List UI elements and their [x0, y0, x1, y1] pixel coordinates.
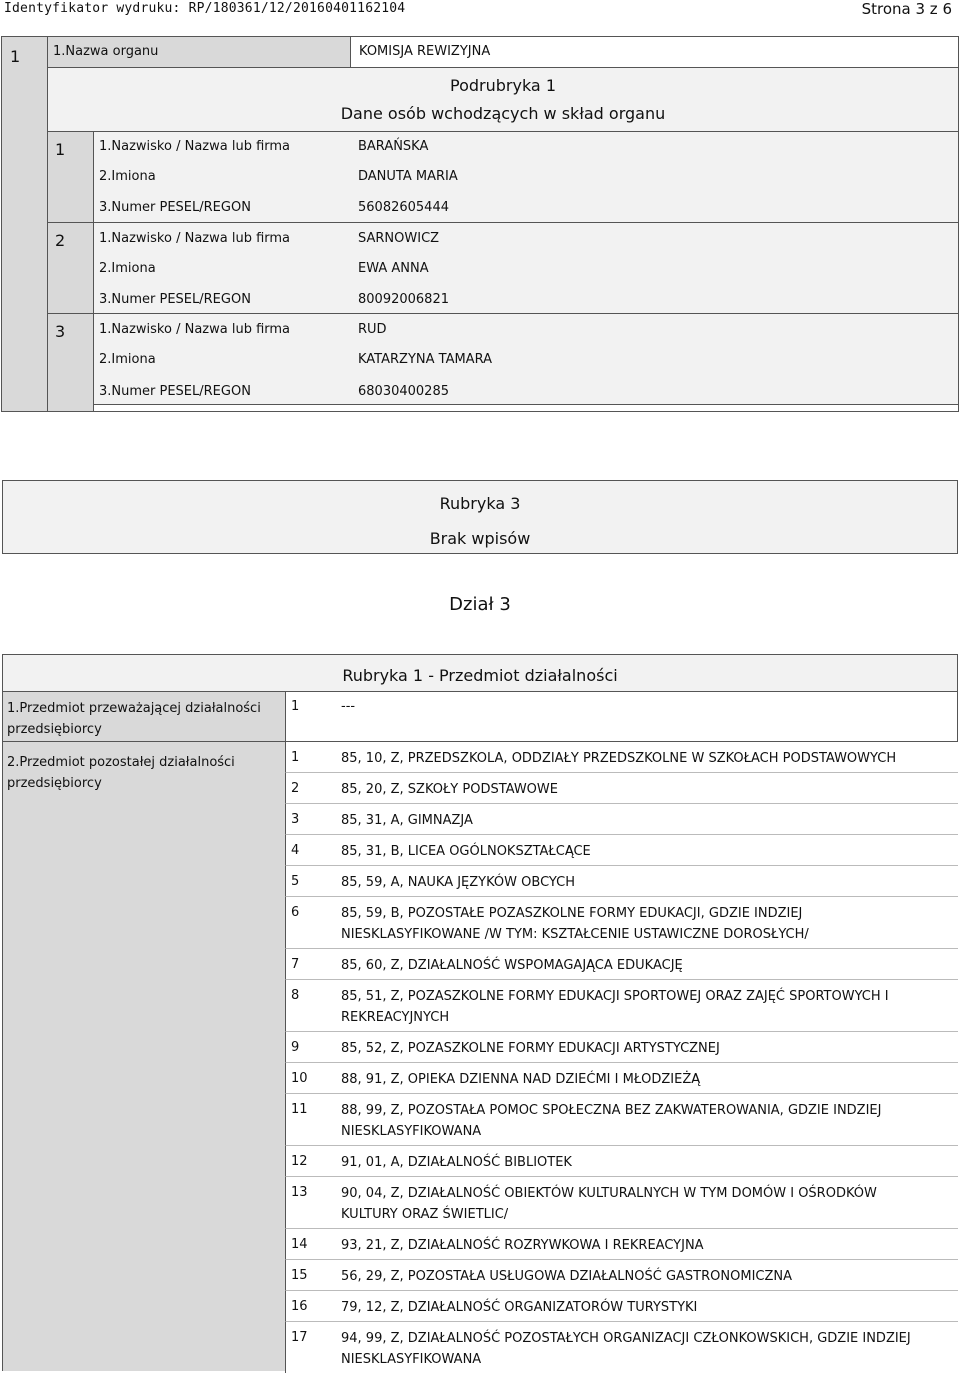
activity-entry-no: 13	[291, 1185, 308, 1200]
activity-entry-no: 12	[291, 1154, 308, 1169]
activity-entry-text: 90, 04, Z, DZIAŁALNOŚĆ OBIEKTÓW KULTURALNYCH W TYM DOMÓW I OŚRODKÓW KULTURY ORAZ ŚWIETLIC/	[341, 1186, 877, 1222]
activity-row	[285, 979, 958, 1031]
activity-entry-no: 4	[291, 843, 300, 858]
main-activity-entry-no: 1	[291, 699, 300, 714]
activity-entry-no: 17	[291, 1330, 308, 1345]
activity-entry-no: 2	[291, 781, 300, 796]
main-activity-label: 1.Przedmiot przeważającej działalności przedsiębiorcy	[7, 701, 261, 737]
subrubric-header	[47, 67, 959, 132]
member-surname-label: 1.Nazwisko / Nazwa lub firma	[99, 231, 291, 246]
activity-entry-text: 85, 59, B, POZOSTAŁE POZASZKOLNE FORMY EDUKACJI, GDZIE INDZIEJ NIESKLASYFIKOWANE /W TYM: KSZTAŁCENIE USTAWICZNE DOROSŁYCH/	[341, 906, 809, 942]
organ-name-label-cell	[47, 36, 351, 68]
activity-row	[285, 896, 958, 948]
member-names-value: DANUTA MARIA	[358, 169, 458, 184]
member-index-cell	[47, 131, 94, 223]
activity-entry-no: 14	[291, 1237, 308, 1252]
member-names-label: 2.Imiona	[99, 169, 156, 184]
activity-entry-no: 3	[291, 812, 300, 827]
activity-entry-text: 85, 60, Z, DZIAŁALNOŚĆ WSPOMAGAJĄCA EDUKACJĘ	[341, 958, 683, 973]
activity-row	[285, 1321, 958, 1373]
activity-entry-no: 9	[291, 1040, 300, 1055]
other-activity-label: 2.Przedmiot pozostałej działalności przedsiębiorcy	[7, 755, 235, 791]
activity-entry-text: 94, 99, Z, DZIAŁALNOŚĆ POZOSTAŁYCH ORGANIZACJI CZŁONKOWSKICH, GDZIE INDZIEJ NIESKLASYFIKOWANA	[341, 1331, 911, 1367]
rubryka3-subtitle: Brak wpisów	[429, 529, 531, 548]
activity-entry-no: 6	[291, 905, 300, 920]
activity-row	[285, 1259, 958, 1290]
activity-row	[285, 1290, 958, 1321]
member-names-label: 2.Imiona	[99, 352, 156, 367]
activity-entry-text: 85, 10, Z, PRZEDSZKOLA, ODDZIAŁY PRZEDSZKOLNE W SZKOŁACH PODSTAWOWYCH	[341, 751, 897, 766]
member-index: 2	[55, 231, 66, 250]
member-pesel-label: 3.Numer PESEL/REGON	[99, 200, 251, 215]
dzial3-rubryka-title: Rubryka 1 - Przedmiot działalności	[342, 666, 618, 685]
activity-row	[285, 1145, 958, 1176]
member-surname-value: RUD	[358, 322, 387, 337]
page-number: Strona 3 z 6	[861, 0, 952, 18]
activity-entry-text: 85, 31, B, LICEA OGÓLNOKSZTAŁCĄCE	[341, 844, 591, 859]
activity-entry-text: 85, 31, A, GIMNAZJA	[341, 813, 473, 828]
activity-row	[285, 803, 958, 834]
member-surname-value: BARAŃSKA	[358, 139, 429, 154]
member-pesel-value: 56082605444	[358, 200, 449, 215]
activity-entry-text: 85, 51, Z, POZASZKOLNE FORMY EDUKACJI SPORTOWEJ ORAZ ZAJĘĆ SPORTOWYCH I REKREACYJNYCH	[341, 989, 889, 1025]
subrubric-title: Podrubryka 1	[450, 76, 556, 95]
activity-entry-no: 8	[291, 988, 300, 1003]
activity-row	[285, 948, 958, 979]
activity-entry-text: 79, 12, Z, DZIAŁALNOŚĆ ORGANIZATORÓW TURYSTYKI	[341, 1300, 698, 1315]
member-names-value: KATARZYNA TAMARA	[358, 352, 492, 367]
member-pesel-label: 3.Numer PESEL/REGON	[99, 384, 251, 399]
organ-index: 1	[10, 47, 21, 66]
activity-entry-text: 93, 21, Z, DZIAŁALNOŚĆ ROZRYWKOWA I REKREACYJNA	[341, 1238, 704, 1253]
activity-row	[285, 834, 958, 865]
print-identifier: Identyfikator wydruku: RP/180361/12/20160401162104	[4, 1, 406, 16]
activity-entry-no: 11	[291, 1102, 308, 1117]
member-names-value: EWA ANNA	[358, 261, 429, 276]
activity-entry-text: 56, 29, Z, POZOSTAŁA USŁUGOWA DZIAŁALNOŚĆ GASTRONOMICZNA	[341, 1269, 793, 1284]
rubryka3-title: Rubryka 3	[439, 494, 521, 513]
activity-row	[285, 1062, 958, 1093]
activity-entry-text: 88, 91, Z, OPIEKA DZIENNA NAD DZIEĆMI I MŁODZIEŻĄ	[341, 1072, 701, 1087]
activity-row	[285, 772, 958, 803]
activity-entry-text: 85, 59, A, NAUKA JĘZYKÓW OBCYCH	[341, 875, 576, 890]
member-surname-label: 1.Nazwisko / Nazwa lub firma	[99, 322, 291, 337]
activity-entry-no: 1	[291, 750, 300, 765]
member-index-cell	[47, 313, 94, 412]
activity-row	[285, 1176, 958, 1228]
activity-row	[285, 1031, 958, 1062]
organ-index-cell	[1, 36, 48, 412]
main-activity-value-cell	[285, 691, 958, 742]
activity-entry-text: 88, 99, Z, POZOSTAŁA POMOC SPOŁECZNA BEZ ZAKWATEROWANIA, GDZIE INDZIEJ NIESKLASYFIKOWANA	[341, 1103, 882, 1139]
activity-row	[285, 741, 958, 772]
member-pesel-label: 3.Numer PESEL/REGON	[99, 292, 251, 307]
main-activity-entry-text: ---	[341, 699, 356, 714]
subrubric-subtitle: Dane osób wchodzących w skład organu	[340, 104, 666, 123]
member-surname-value: SARNOWICZ	[358, 231, 440, 246]
organ-name-value-cell	[350, 36, 959, 68]
activity-entry-no: 10	[291, 1071, 308, 1086]
main-activity-label-cell	[2, 691, 286, 742]
activity-entry-text: 85, 20, Z, SZKOŁY PODSTAWOWE	[341, 782, 558, 797]
activity-entry-no: 7	[291, 957, 300, 972]
organ-name-label: 1.Nazwa organu	[53, 44, 159, 59]
dzial3-rubryka-header	[2, 654, 958, 692]
activity-row	[285, 1093, 958, 1145]
member-index: 3	[55, 322, 66, 341]
dzial3-title: Dział 3	[449, 594, 511, 615]
other-activity-label-cell	[2, 741, 286, 1371]
activity-entry-no: 15	[291, 1268, 308, 1283]
member-names-label: 2.Imiona	[99, 261, 156, 276]
member-pesel-value: 80092006821	[358, 292, 449, 307]
organ-name-value: KOMISJA REWIZYJNA	[359, 44, 491, 59]
activity-entry-no: 16	[291, 1299, 308, 1314]
activity-row	[285, 865, 958, 896]
member-surname-label: 1.Nazwisko / Nazwa lub firma	[99, 139, 291, 154]
activity-entry-text: 91, 01, A, DZIAŁALNOŚĆ BIBLIOTEK	[341, 1155, 572, 1170]
member-index-cell	[47, 222, 94, 314]
activity-entry-text: 85, 52, Z, POZASZKOLNE FORMY EDUKACJI ARTYSTYCZNEJ	[341, 1041, 720, 1056]
member-pesel-value: 68030400285	[358, 384, 449, 399]
rubryka3-box	[2, 480, 958, 554]
activity-row	[285, 1228, 958, 1259]
print-header	[0, 0, 960, 22]
activity-entry-no: 5	[291, 874, 300, 889]
member-index: 1	[55, 140, 66, 159]
